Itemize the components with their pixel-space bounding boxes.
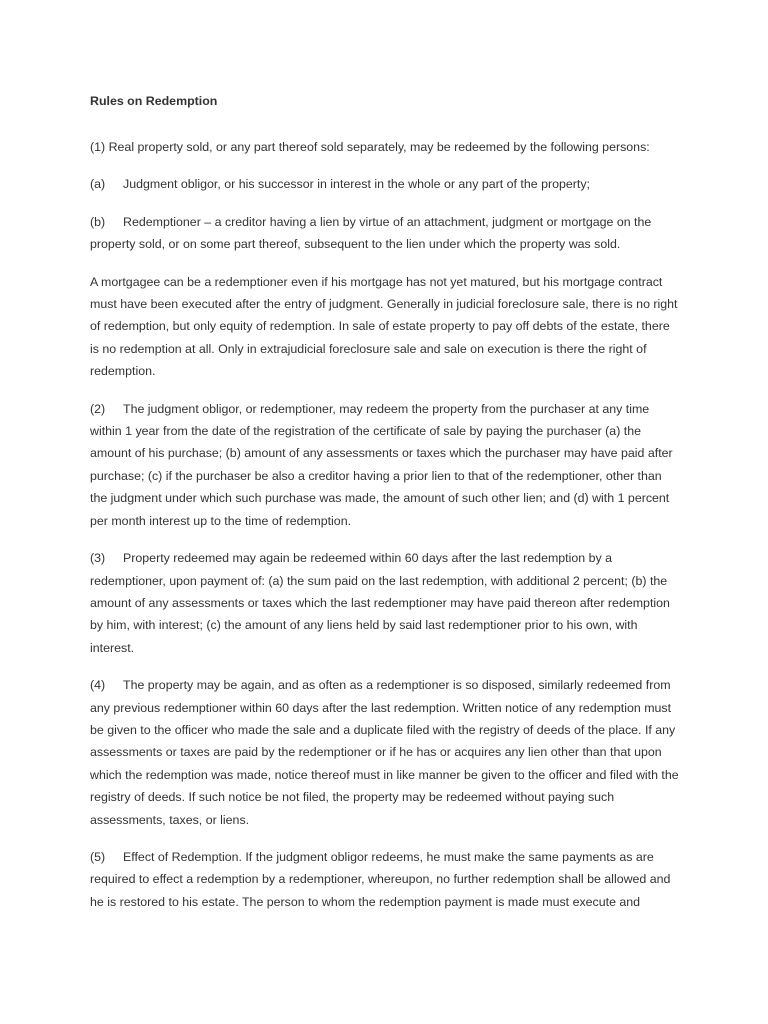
spacer xyxy=(90,196,682,211)
paragraph-text: Effect of Redemption. If the judgment obligor redeems, he must make the same payments as are required to effect a redemption by a redemptioner, whereupon, no further redemption shall be allowed and he is restored to his estate. The person to whom the redemption payment is made must execute and xyxy=(90,849,671,909)
paragraph-1a xyxy=(90,173,682,195)
spacer xyxy=(90,383,682,398)
spacer xyxy=(90,532,682,547)
document-title: Rules on Redemption xyxy=(90,94,218,108)
paragraph-marker: (3) xyxy=(90,551,106,566)
paragraph-text: A mortgagee can be a redemptioner even if his mortgage has not yet matured, but his mortgage contract must have been executed after the entry of judgment. Generally in judicial foreclosure sale, there is no right of redemption, but only equity of redemption. In sale of estate property to pay off debts of the estate, there is no redemption at all. Only in extrajudicial foreclosure sale and sale on execution is there the right of redemption. xyxy=(90,274,678,379)
paragraph-1b xyxy=(90,211,682,256)
paragraph-3 xyxy=(90,547,682,659)
paragraph-mortgagee xyxy=(90,271,682,383)
paragraph-marker: (a) xyxy=(90,177,106,192)
paragraph-4 xyxy=(90,674,682,831)
spacer xyxy=(90,256,682,271)
paragraph-text: The property may be again, and as often as a redemptioner is so disposed, similarly redeemed from any previous redemptioner within 60 days after the last redemption. Written notice of any redemption must be given to the officer who made the sale and a duplicate filed with the registry of deeds of the place. If any assessments or taxes are paid by the redemptioner or if he has or acquires any lien other than that upon which the redemption was made, notice thereof must in like manner be given to the officer and filed with the registry of deeds. If such notice be not filed, the property may be redeemed without paying such assessments, taxes, or liens. xyxy=(90,678,679,827)
paragraph-text: Redemptioner – a creditor having a lien by virtue of an attachment, judgment or mortgage on the property sold, or on some part thereof, subsequent to the lien under which the property was sold. xyxy=(90,214,652,252)
paragraph-2 xyxy=(90,398,682,532)
paragraph-5 xyxy=(90,846,682,913)
paragraph-text: Property redeemed may again be redeemed within 60 days after the last redemption by a redemptioner, upon payment of: (a) the sum paid on the last redemption, with additional 2 percent; (b) the amount of any assessments or taxes which the last redemptioner may have paid thereon after redemption by him, with interest; (c) the amount of any liens held by said last redemptioner prior to his own, with interest. xyxy=(90,551,670,655)
paragraph-text: (1) Real property sold, or any part thereof sold separately, may be redeemed by the following persons: xyxy=(90,140,650,154)
paragraph-marker: (5) xyxy=(90,849,106,864)
paragraph-marker: (b) xyxy=(90,214,106,229)
paragraph-text: Judgment obligor, or his successor in interest in the whole or any part of the property; xyxy=(123,177,590,192)
spacer xyxy=(90,831,682,846)
paragraph-marker: (4) xyxy=(90,678,106,693)
spacer xyxy=(90,158,682,173)
document-body xyxy=(90,90,682,913)
spacer xyxy=(90,659,682,674)
paragraph-marker: (2) xyxy=(90,401,106,416)
spacer xyxy=(90,112,682,136)
paragraph-text: The judgment obligor, or redemptioner, may redeem the property from the purchaser at any time within 1 year from the date of the registration of the certificate of sale by paying the purchaser (a) the amount of his purchase; (b) amount of any assessments or taxes which the purchaser may have paid after purchase; (c) if the purchaser be also a creditor having a prior lien to that of the redemptioner, other than the judgment under which such purchase was made, the amount of such other lien; and (d) with 1 percent per month interest up to the time of redemption. xyxy=(90,401,673,528)
paragraph-1-intro xyxy=(90,136,682,158)
